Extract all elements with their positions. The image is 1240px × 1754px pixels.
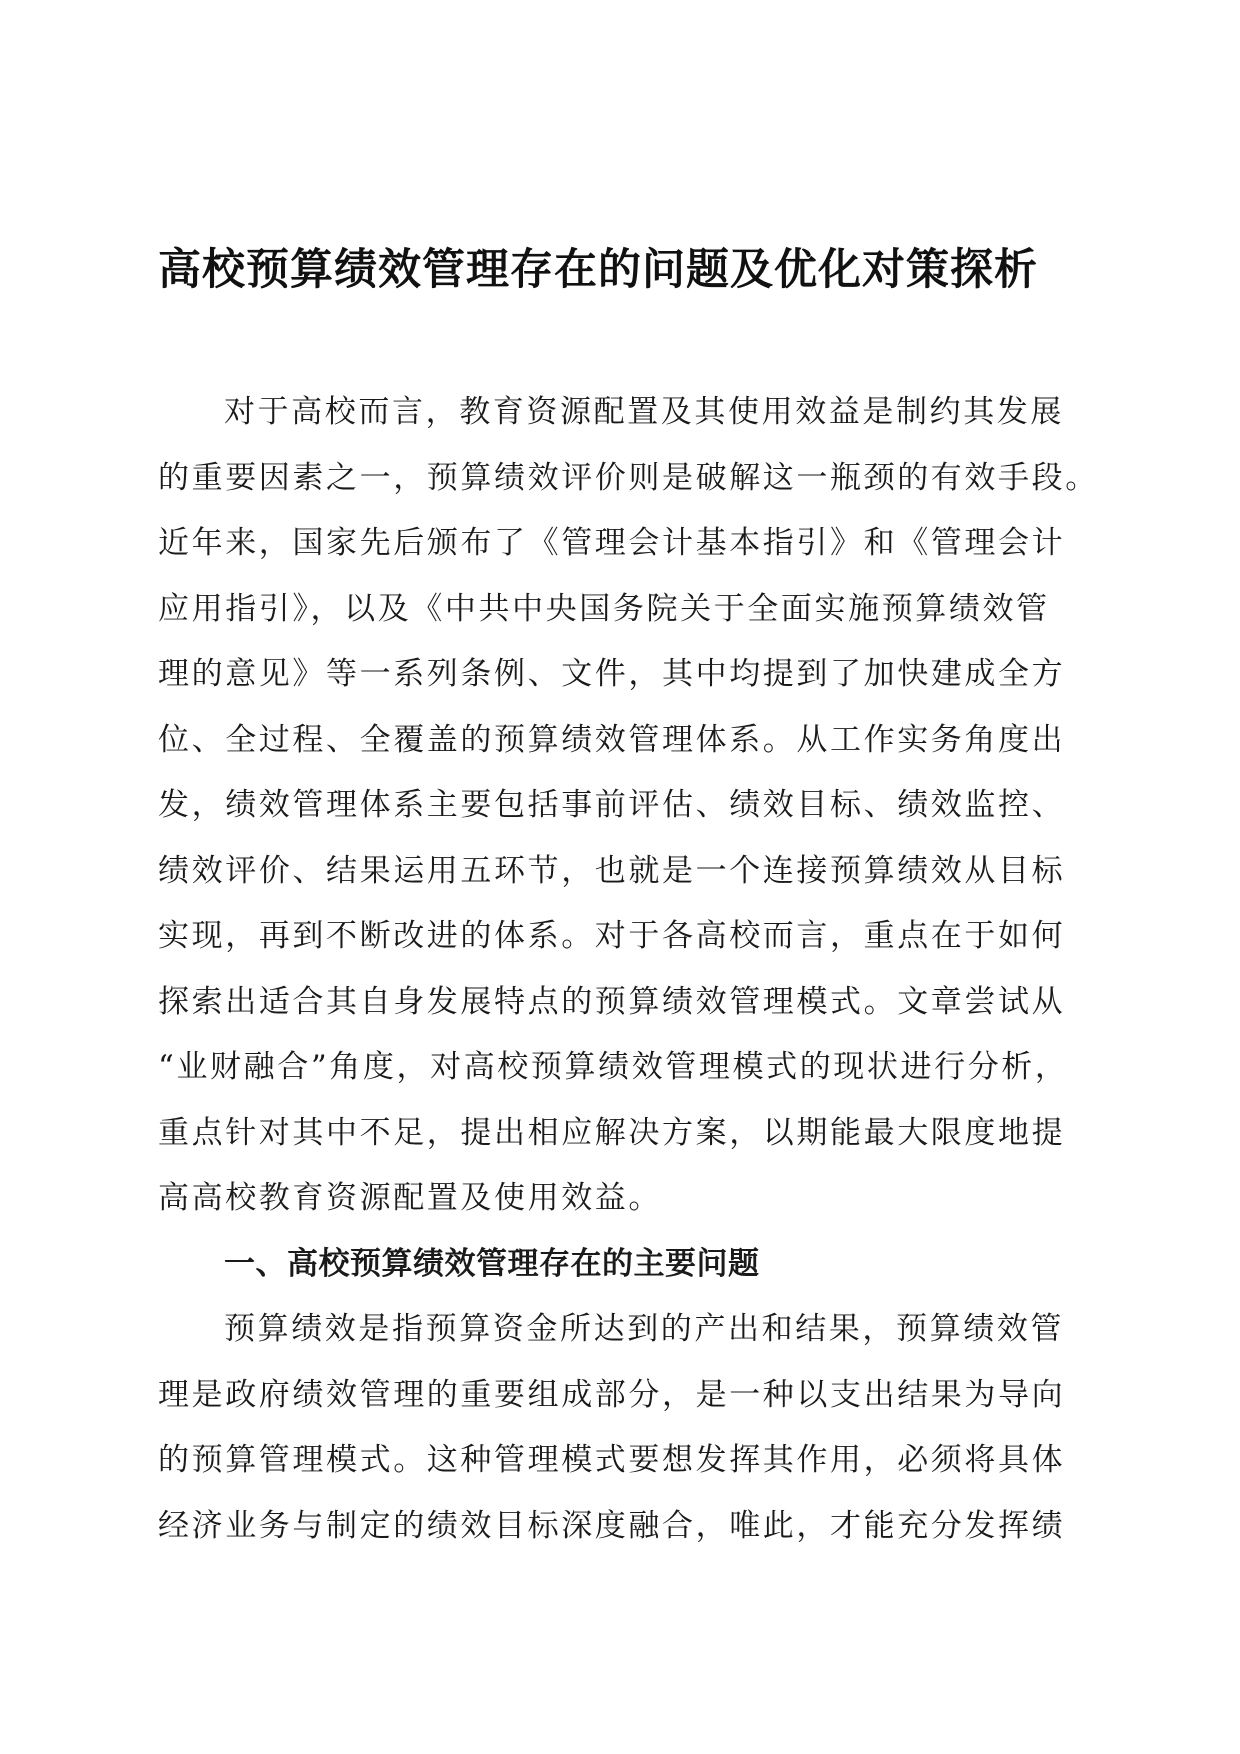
paragraph-line: 理是政府绩效管理的重要组成部分，是一种以支出结果为导向 bbox=[158, 1376, 1066, 1413]
paragraph-budget-performance bbox=[158, 1297, 1088, 1559]
paragraph-line: 实现，再到不断改进的体系。对于各高校而言，重点在于如何 bbox=[158, 918, 1066, 954]
section-heading: 一、高校预算绩效管理存在的主要问题 bbox=[224, 1245, 760, 1282]
paragraph-line: 高高校教育资源配置及使用效益。 bbox=[158, 1180, 662, 1216]
paragraph-line: 经济业务与制定的绩效目标深度融合，唯此，才能充分发挥绩 bbox=[158, 1507, 1066, 1544]
document-title: 高校预算绩效管理存在的问题及优化对策探析 bbox=[158, 245, 1038, 295]
paragraph-line: 的重要因素之一，预算绩效评价则是破解这一瓶颈的有效手段。 bbox=[158, 459, 1099, 496]
paragraph-line: 位、全过程、全覆盖的预算绩效管理体系。从工作实务角度出 bbox=[158, 721, 1066, 758]
paragraph-intro bbox=[158, 380, 1099, 1232]
paragraph-line: 预算绩效是指预算资金所达到的产出和结果，预算绩效管 bbox=[224, 1311, 1064, 1347]
paragraph-line: 应用指引》，以及《中共中央国务院关于全面实施预算绩效管 bbox=[158, 590, 1050, 627]
paragraph-line: 对于高校而言，教育资源配置及其使用效益是制约其发展 bbox=[224, 394, 1064, 430]
paragraph-line: 发，绩效管理体系主要包括事前评估、绩效目标、绩效监控、 bbox=[158, 787, 1066, 823]
paragraph-line: 近年来，国家先后颁布了《管理会计基本指引》和《管理会计 bbox=[158, 525, 1066, 561]
paragraph-line: “业财融合”角度，对高校预算绩效管理模式的现状进行分析， bbox=[158, 1049, 1069, 1085]
paragraph-line: 探索出适合其自身发展特点的预算绩效管理模式。文章尝试从 bbox=[158, 983, 1066, 1020]
paragraph-line: 理的意见》等一系列条例、文件，其中均提到了加快建成全方 bbox=[158, 656, 1066, 692]
document-body bbox=[158, 380, 1099, 1559]
paragraph-line: 重点针对其中不足，提出相应解决方案，以期能最大限度地提 bbox=[158, 1114, 1066, 1151]
paragraph-line: 的预算管理模式。这种管理模式要想发挥其作用，必须将具体 bbox=[158, 1442, 1066, 1478]
paragraph-line: 绩效评价、结果运用五环节，也就是一个连接预算绩效从目标 bbox=[158, 852, 1066, 889]
